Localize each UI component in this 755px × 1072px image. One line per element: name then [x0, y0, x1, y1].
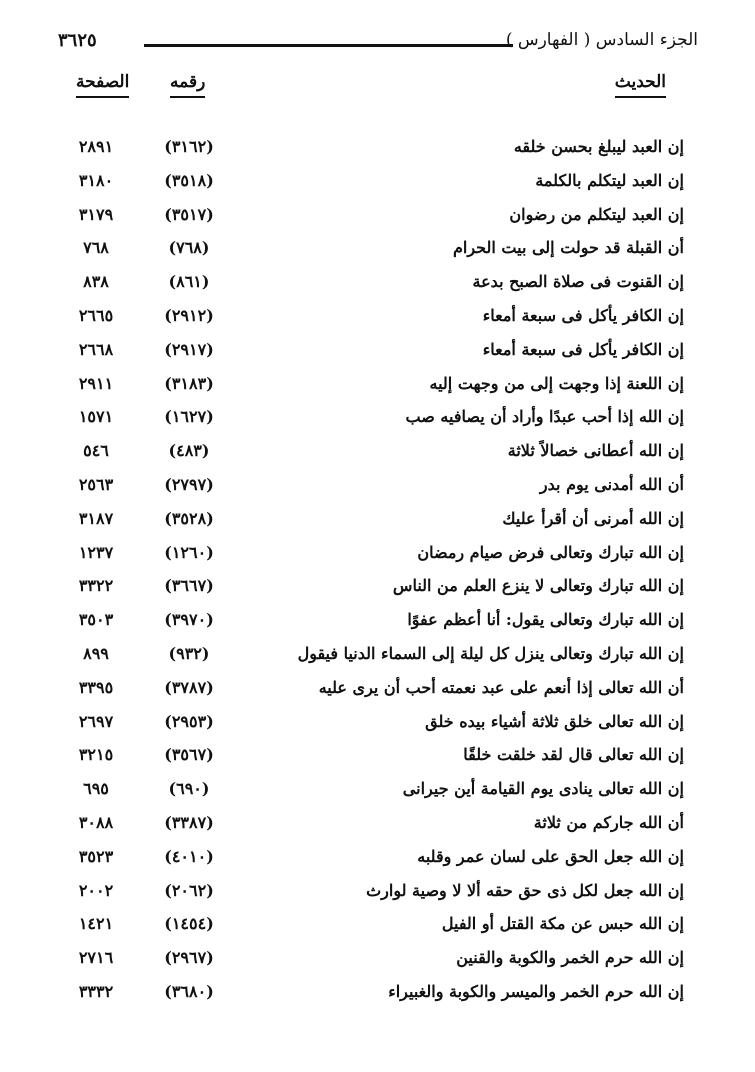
index-row: [58, 945, 698, 979]
index-row: [58, 844, 698, 878]
index-row: [58, 641, 698, 675]
header-title: الجزء السادس ( الفهارس ): [505, 30, 698, 50]
hadith-text: إن الله حرم الخمر والميسر والكوبة والغبيراء: [388, 981, 684, 1001]
hadith-text: أن الله أمدنى يوم بدر: [539, 474, 684, 494]
index-row: [58, 134, 698, 168]
page-ref: ٢٥٦٣: [78, 474, 114, 494]
hadith-number: (٤٠١٠): [164, 846, 214, 866]
hadith-text: إن الله إذا أحب عبدًا وأراد أن يصافيه صب: [405, 407, 684, 427]
index-row: [58, 540, 698, 574]
hadith-number: (٢٩٦٧): [164, 948, 214, 968]
hadith-text: إن الله جعل الحق على لسان عمر وقلبه: [417, 846, 684, 866]
page-ref: ١٢٣٧: [78, 542, 114, 562]
index-row: [58, 776, 698, 810]
hadith-number: (٣٧٨٧): [164, 677, 214, 697]
hadith-text: إن الله أعطانى خصالاً ثلاثة: [507, 441, 684, 461]
index-row: [58, 709, 698, 743]
page-ref: ٥٤٦: [83, 441, 109, 461]
hadith-text: إن الله حبس عن مكة القتل أو الفيل: [441, 914, 684, 934]
page-ref: ٢٨٩١: [78, 137, 114, 156]
hadith-number: (٧٦٨): [168, 238, 210, 258]
index-row: [58, 371, 698, 405]
page-ref: ٣٥٢٣: [78, 846, 114, 866]
hadith-text: إن الله حرم الخمر والكوبة والقنين: [456, 948, 684, 968]
hadith-number: (٣٦٨٠): [164, 981, 214, 1001]
running-header: [58, 30, 698, 64]
page-ref: ٣٣٣٢: [78, 981, 114, 1001]
hadith-text: أن القبلة قد حولت إلى بيت الحرام: [453, 238, 684, 258]
index-row: [58, 675, 698, 709]
index-row: [58, 878, 698, 912]
index-row: [58, 438, 698, 472]
page-ref: ٣٥٠٣: [78, 610, 114, 630]
page-ref: ٣٠٨٨: [78, 812, 114, 832]
index-row: [58, 168, 698, 202]
column-headers: [58, 72, 698, 108]
hadith-number: (١٤٥٤): [164, 914, 214, 934]
page-ref: ٨٩٩: [83, 643, 109, 663]
index-row: [58, 404, 698, 438]
index-row: [58, 303, 698, 337]
hadith-text: أن الله جاركم من ثلاثة: [533, 812, 684, 832]
index-row: [58, 235, 698, 269]
index-row: [58, 506, 698, 540]
hadith-number: (٣١٦٢): [164, 137, 214, 156]
hadith-number: (١٢٦٠): [164, 542, 214, 562]
hadith-number: (٣٥٢٨): [164, 508, 214, 528]
page-ref: ٢٦٦٨: [78, 339, 114, 359]
hadith-text: إن الله تبارك وتعالى لا ينزع العلم من الناس: [392, 576, 684, 596]
hadith-text: إن الله تعالى قال لقد خلقت خلقًا: [463, 745, 684, 765]
page-ref: ٦٩٥: [83, 779, 109, 799]
page-ref: ٣١٨٠: [78, 170, 114, 190]
hadith-text: إن العبد ليبلغ بحسن خلقه: [513, 137, 684, 156]
index-row: [58, 742, 698, 776]
hadith-text: إن العبد ليتكلم من رضوان: [509, 204, 684, 224]
page-ref: ١٤٢١: [78, 914, 114, 934]
hadith-number: (٨٦١): [168, 272, 210, 292]
hadith-number: (٤٨٣): [168, 441, 210, 461]
page-ref: ٣٣٢٢: [78, 576, 114, 596]
index-row: [58, 573, 698, 607]
hadith-number: (٣١٨٣): [164, 373, 214, 393]
page-ref: ٧٦٨: [83, 238, 109, 258]
hadith-text: إن القنوت فى صلاة الصبح بدعة: [472, 272, 684, 292]
hadith-text: إن الكافر يأكل فى سبعة أمعاء: [482, 305, 684, 325]
column-header-page: الصفحة: [76, 72, 129, 98]
hadith-number: (٦٩٠): [168, 779, 210, 799]
hadith-number: (٢٩١٧): [164, 339, 214, 359]
index-row: [58, 607, 698, 641]
hadith-number: (٣٥١٧): [164, 204, 214, 224]
hadith-text: إن الله تعالى خلق ثلاثة أشياء بيده خلق: [425, 711, 684, 731]
index-row: [58, 337, 698, 371]
hadith-text: إن العبد ليتكلم بالكلمة: [535, 170, 684, 190]
page-ref: ٢٠٠٢: [78, 880, 114, 900]
page-ref: ٣٣٩٥: [78, 677, 114, 697]
page-ref: ٢٧١٦: [78, 948, 114, 968]
hadith-number: (٣٥٦٧): [164, 745, 214, 765]
page-ref: ٢٦٦٥: [78, 305, 114, 325]
hadith-number: (٢٠٦٢): [164, 880, 214, 900]
hadith-text: إن الله تبارك وتعالى فرض صيام رمضان: [417, 542, 684, 562]
index-row: [58, 911, 698, 945]
hadith-number: (٣٦٦٧): [164, 576, 214, 596]
page-ref: ١٥٧١: [78, 407, 114, 427]
index-row: [58, 810, 698, 844]
hadith-text: إن الكافر يأكل فى سبعة أمعاء: [482, 339, 684, 359]
page-ref: ٨٣٨: [83, 272, 109, 292]
header-rule: [144, 44, 513, 47]
hadith-number: (٣٩٧٠): [164, 610, 214, 630]
page-ref: ٢٩١١: [78, 373, 114, 393]
page-number: ٣٦٢٥: [58, 30, 97, 51]
hadith-index-list: [58, 134, 698, 1013]
hadith-text: إن الله تعالى ينادى يوم القيامة أين جيرانى: [402, 779, 684, 799]
hadith-number: (٢٧٩٧): [164, 474, 214, 494]
hadith-number: (٣٣٨٧): [164, 812, 214, 832]
hadith-text: إن اللعنة إذا وجهت إلى من وجهت إليه: [429, 373, 684, 393]
index-row: [58, 202, 698, 236]
hadith-number: (٩٣٢): [168, 643, 210, 663]
index-row: [58, 979, 698, 1013]
page-ref: ٣١٧٩: [78, 204, 114, 224]
index-row: [58, 472, 698, 506]
page-ref: ٢٦٩٧: [78, 711, 114, 731]
column-header-hadith: الحديث: [615, 72, 666, 98]
hadith-text: أن الله تعالى إذا أنعم على عبد نعمته أحب أن يرى عليه: [318, 677, 684, 697]
hadith-text: إن الله تبارك وتعالى ينزل كل ليلة إلى السماء الدنيا فيقول: [297, 643, 684, 663]
hadith-number: (١٦٢٧): [164, 407, 214, 427]
page-ref: ٣٢١٥: [78, 745, 114, 765]
hadith-text: إن الله تبارك وتعالى يقول: أنا أعظم عفوًا: [407, 610, 684, 630]
column-header-number: رقمه: [170, 72, 205, 98]
hadith-number: (٣٥١٨): [164, 170, 214, 190]
page-ref: ٣١٨٧: [78, 508, 114, 528]
hadith-number: (٢٩٥٣): [164, 711, 214, 731]
hadith-text: إن الله جعل لكل ذى حق حقه ألا لا وصية لوارث: [366, 880, 684, 900]
hadith-text: إن الله أمرنى أن أقرأ عليك: [502, 508, 684, 528]
hadith-number: (٢٩١٢): [164, 305, 214, 325]
index-row: [58, 269, 698, 303]
